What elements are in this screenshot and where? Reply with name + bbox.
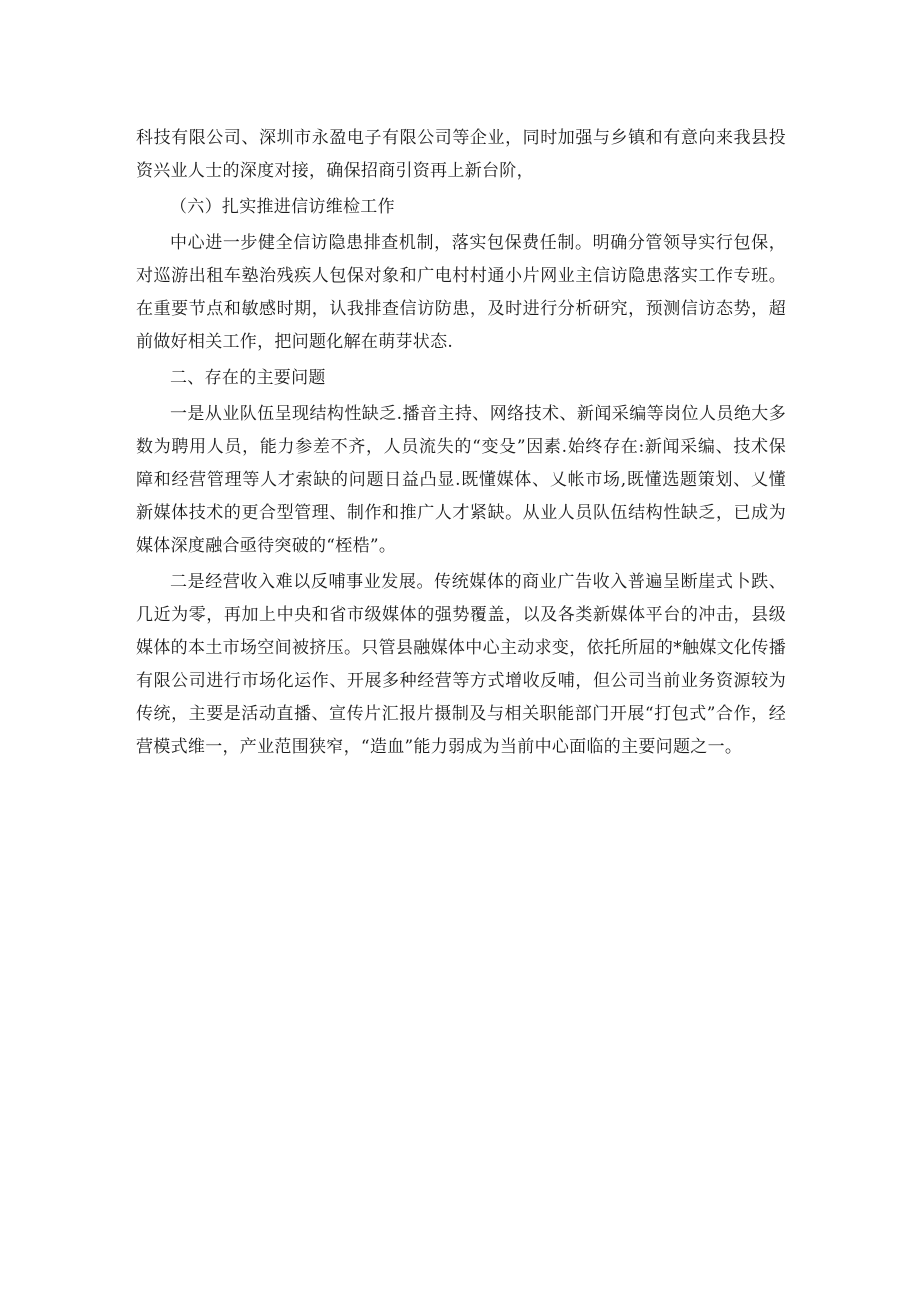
section-heading-six: （六）扎实推进信访维检工作 [170, 197, 395, 217]
document-body [136, 122, 786, 767]
paragraph-continuation: 科技有限公司、深圳市永盈电子有限公司等企业，同时加强与乡镇和有意向来我县投资兴业人士的深度对接，确保招商引资再上新台阶， [136, 128, 786, 181]
section-heading-two: 二、存在的主要问题 [170, 368, 326, 388]
paragraph-petition: 中心进一步健全信访隐患排查机制，落实包保费任制。明确分管领导实行包保，对巡游出租车塾治残疾人包保对象和广电村村通小片网业主信访隐患落实工作专班。在重要节点和敏感时期，认我排查信访防患，及时进行分析研究，预测信访态势，超前做好相关工作，把问题化解在萌芽状态. [136, 233, 786, 352]
paragraph-staff-shortage: 一是从业队伍呈现结构性缺乏.播音主持、网络技术、新闻采编等岗位人员绝大多数为聘用人员，能力参差不齐，人员流失的“变殳”因素.始终存在:新闻采编、技术保障和经营管理等人才索缺的问题日益凸显.既懂媒体、乂帐市场,既懂选题策划、乂懂新媒体技术的更合型管理、制作和推广人才紧缺。从业人员队伍结构性缺乏，已成为媒体深度融合亟待突破的“桎梏”。 [136, 404, 786, 556]
paragraph-revenue: 二是经营收入难以反哺事业发展。传统媒体的商业广告收入普遍呈断崖式卜跌、几近为零，再加上中央和省市级媒体的强势覆盖，以及各类新媒体平台的冲击，县级媒体的本土市场空间被挤压。只管县融媒体中心主动求变，依托所屈的*触媒文化传播有限公司进行市场化运作、开展多种经营等方式增收反哺，但公司当前业务资源较为传统，主要是活动直播、宣传片汇报片摄制及与相关职能部门开展“打包式”合作，经营模式维一，产业范围狭窄，“造血”能力弱成为当前中心面临的主要问题之一。 [136, 572, 786, 757]
